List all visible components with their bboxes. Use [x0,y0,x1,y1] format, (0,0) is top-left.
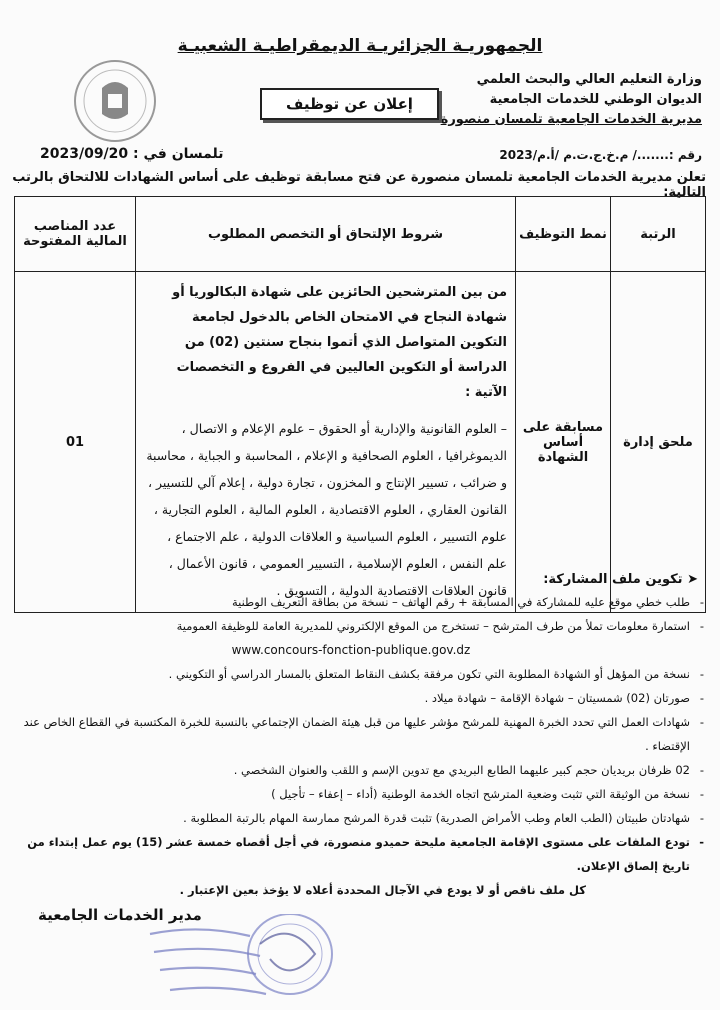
file-section-title [543,572,698,587]
table-row [15,272,706,613]
file-title-text: تكوين ملف المشاركة: [543,572,683,587]
warning-item: كل ملف ناقص أو لا يودع في الآجال المحددة أعلاه لا يؤخذ بعين الإعتبار . [179,883,586,897]
list-item: - شهادات العمل التي تحدد الخبرة المهنية للمرشح مؤشر عليها من قبل هيئة الضمان الإجتماعي بالنسبة للخبرة المكتسبة في القطاع الخاص عند الإقتضاء . [12,710,706,758]
table-header-row [15,197,706,272]
specialties-text: – العلوم القانونية والإدارية أو الحقوق – علوم الإعلام و الاتصال ، الديموغرافيا ، العلوم الصحافية و الإعلام ، المحاسبة و الجباية ، محاسبة و ضرائب ، تسيير الإنتاج و المخزون ، تجارة دولية ، إعلام آلي للتسيير ، القانون العقاري ، العلوم الاقتصادية ، العلوم المالية ، العلوم التجارية ، علوم التسيير ، العلوم السياسية و العلاقات الدولية ، علم الاجتماع ، علم النفس ، العلوم الإسلامية ، التسيير العمومي ، قانون الأعمال ، قانون العلاقات الاقتصادية الدولية ، التسويق . [146,421,507,598]
conditions-cell [136,272,516,613]
mode-cell: مسابقة على أساس الشهادة [516,272,611,613]
header-count: عدد المناصب المالية المفتوحة [15,197,136,272]
announcement-title: إعلان عن توظيف [260,88,439,120]
list-item: - شهادتان طبيتان (الطب العام وطب الأمراض الصدرية) تثبت قدرة المرشح ممارسة المهام بالرتبة المطلوبة . [12,806,706,830]
list-item: - 02 ظرفان بريديان حجم كبير عليهما الطابع البريدي مع تدوين الإسم و اللقب والعنوان الشخصي . [12,758,706,782]
positions-table [14,196,706,613]
header-rank: الرتبة [611,197,706,272]
issuer-block [402,70,702,130]
onou-logo-icon [72,58,158,144]
directorate-name: مديرية الخدمات الجامعية تلمسان منصورة [440,112,702,127]
issue-date: تلمسان في : 2023/09/20 [40,146,224,162]
list-item: - استمارة معلومات تملأ من طرف المترشح – تستخرج من الموقع الإلكتروني للمديرية العامة للوظيفة العمومية [12,614,706,638]
deposit-item: - تودع الملفات على مستوى الإقامة الجامعية مليحة حميدو منصورة، في أجل أقصاه خمسة عشر (15) يوم عمل إبتداء من تاريخ إلصاق الإعلان. [12,830,706,878]
list-item: - نسخة من المؤهل أو الشهادة المطلوبة التي تكون مرفقة بكشف النقاط المتعلق بالمسار الدراسي أو التكويني . [12,662,706,686]
ministry-name: وزارة التعليم العالي والبحث العلمي [476,72,702,87]
header-conditions: شروط الإلتحاق أو التخصص المطلوب [136,197,516,272]
official-stamp-icon [140,914,340,1004]
documents-list [12,590,706,902]
rank-cell: ملحق إدارة [611,272,706,613]
list-item [12,638,706,662]
header-mode: نمط التوظيف [516,197,611,272]
requirement-text: من بين المترشحين الحائزين على شهادة البكالوريا أو شهادة النجاح في الامتحان الخاص بالدخول لجامعة التكوين المتواصل الذي أتموا بنجاح سنتين (02) من الدراسة أو التكوين العاليين في الفروع و التخصصات الآتية : [172,285,507,400]
list-item: - نسخة من الوثيقة التي تثبت وضعية المترشح اتجاه الخدمة الوطنية (أداء – إعفاء – تأجيل ) [12,782,706,806]
intro-text: تعلن مديرية الخدمات الجامعية تلمسان منصورة عن فتح مسابقة توظيف على أساس الشهادات للالتحاق بالرتب التالية: [12,170,706,200]
list-item: - طلب خطي موقع عليه للمشاركة في المسابقة + رقم الهاتف – نسخة من بطاقة التعريف الوطنية [12,590,706,614]
signature-title: مدير الخدمات الجامعية [38,906,202,924]
list-item: - صورتان (02) شمسيتان – شهادة الإقامة – شهادة ميلاد . [12,686,706,710]
count-cell: 01 [15,272,136,613]
republic-heading: الجمهوريـة الجزائريـة الديمقراطيـة الشعبيـة [177,36,543,56]
office-name: الديوان الوطني للخدمات الجامعية [489,92,702,107]
website-link[interactable]: www.concours-fonction-publique.gov.dz [231,643,471,657]
reference-number: رقم :......./ م.خ.ج.ت.م /أ.م/2023 [499,148,702,162]
check-arrow-icon: ➤ [687,572,698,587]
